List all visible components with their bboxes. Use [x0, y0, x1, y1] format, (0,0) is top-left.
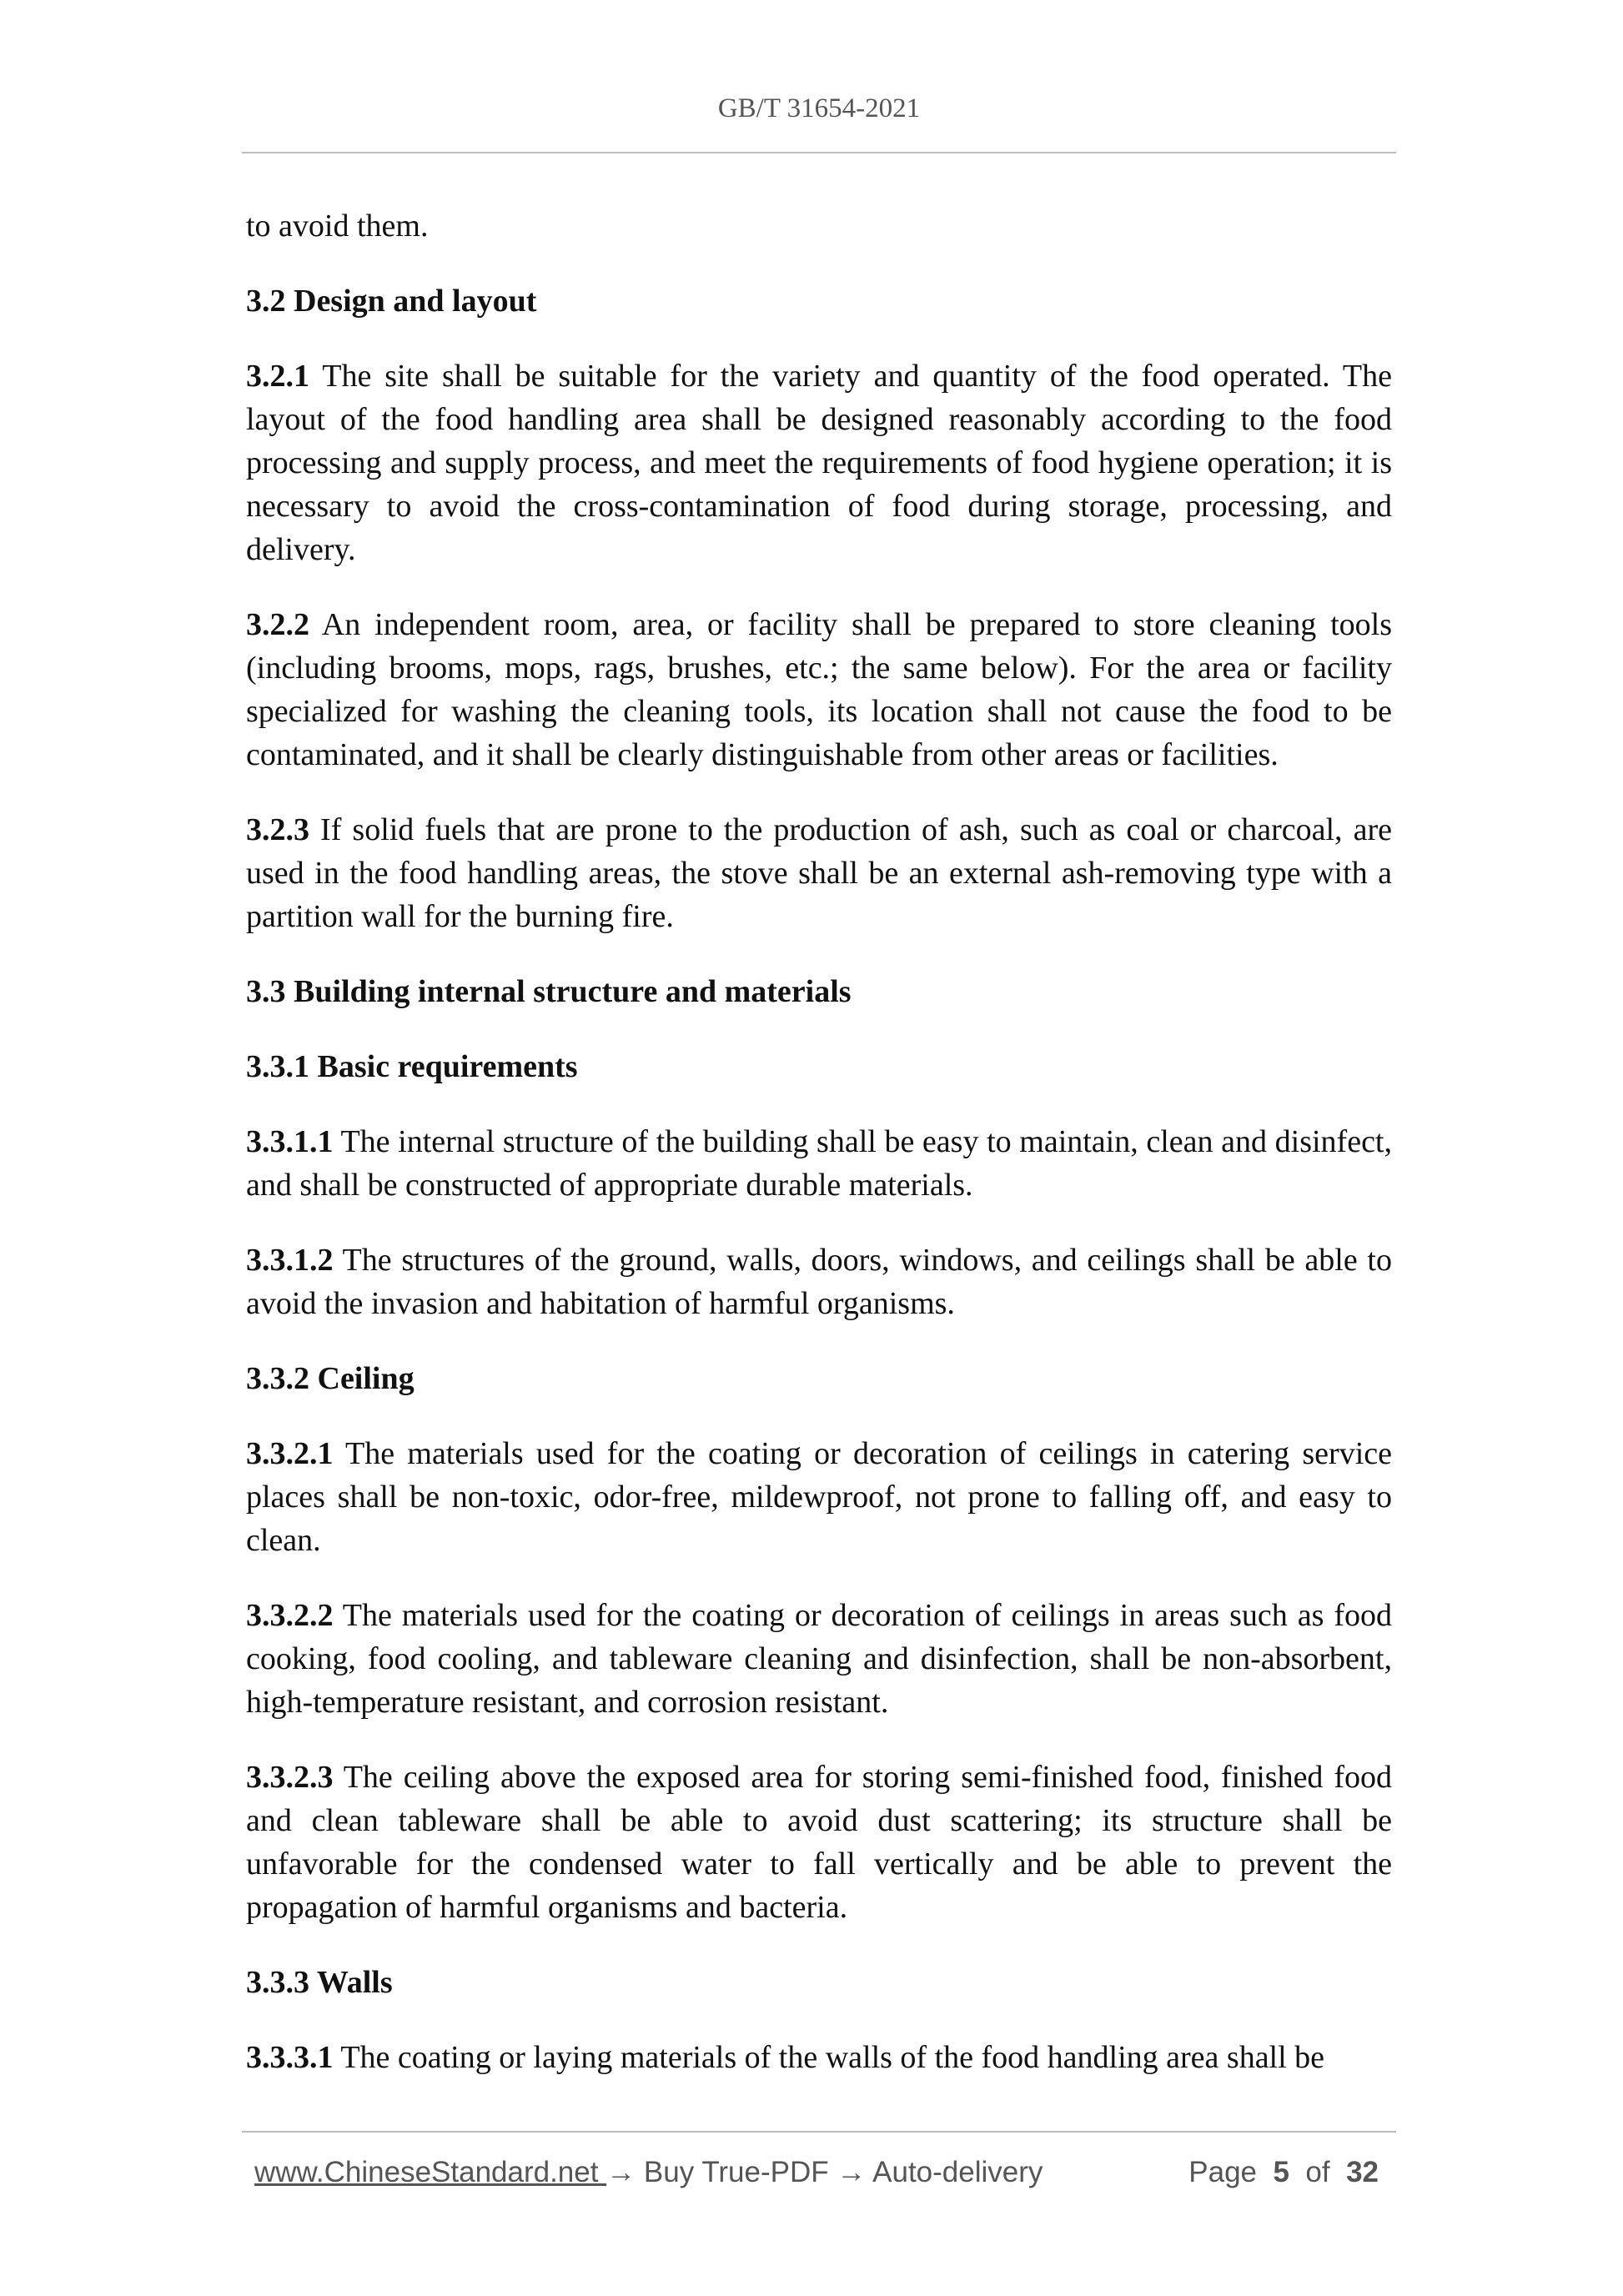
clause-number: 3.2.1	[246, 359, 309, 394]
clause-3-3-2-1	[246, 1432, 1392, 1562]
page-header	[242, 93, 1396, 124]
clause-3-2-2	[246, 603, 1392, 776]
arrow-right-icon: →	[837, 2156, 867, 2188]
footer-promo	[254, 2156, 1043, 2189]
footer-divider	[242, 2131, 1396, 2133]
header-divider	[242, 152, 1396, 153]
clause-number: 3.3.2.3	[246, 1760, 334, 1795]
clause-3-3-3-1	[246, 2036, 1392, 2079]
clause-text: The internal structure of the building shall be easy to maintain, clean and disinfect, and shall be constructed of appropriate durable materials.	[246, 1124, 1392, 1203]
clause-text: An independent room, area, or facility shall be prepared to store cleaning tools (including brooms, mops, rags, brushes, etc.; the same below). For the area or facility specialized for washing the cleaning tools, its location shall not cause the food to be contaminated, and it shall be clearly distinguishable from other areas or facilities.	[246, 607, 1392, 772]
clause-3-3-2-3	[246, 1756, 1392, 1929]
page-number	[1188, 2156, 1379, 2189]
clause-text: The materials used for the coating or decoration of ceilings in areas such as food cooking, food cooling, and tableware cleaning and disinfection, shall be non-absorbent, high-temperature resistant, and corrosion resistant.	[246, 1598, 1392, 1720]
clause-3-3-1-1	[246, 1120, 1392, 1207]
arrow-right-icon: →	[606, 2156, 636, 2188]
clause-number: 3.3.1.1	[246, 1124, 334, 1159]
section-heading-3-3-1: 3.3.1 Basic requirements	[246, 1049, 578, 1084]
clause-number: 3.3.2.1	[246, 1436, 334, 1471]
clause-text: The ceiling above the exposed area for storing semi-finished food, finished food and clean tableware shall be able to avoid dust scattering; its structure shall be unfavorable for the condensed water to fall vertically and be able to prevent the propagation of harmful organisms and bacteria.	[246, 1760, 1392, 1925]
clause-text: The structures of the ground, walls, doors, windows, and ceilings shall be able to avoid the invasion and habitation of harmful organisms.	[246, 1243, 1392, 1321]
clause-text: The coating or laying materials of the walls of the food handling area shall be	[333, 2040, 1325, 2075]
page-body	[246, 204, 1392, 2111]
clause-3-3-1-2	[246, 1238, 1392, 1325]
website-link[interactable]: www.ChineseStandard.net	[254, 2156, 607, 2188]
section-heading-3-3-3: 3.3.3 Walls	[246, 1965, 393, 2000]
paragraph-continuation: to avoid them.	[246, 208, 429, 244]
clause-text: The site shall be suitable for the variety and quantity of the food operated. The layout of the food handling area shall be designed reasonably according to the food processing and supply process, and meet the requirements of food hygiene operation; it is necessary to avoid the cross-contamination of food during storage, processing, and delivery.	[246, 359, 1392, 567]
section-heading-3-2: 3.2 Design and layout	[246, 284, 537, 319]
clause-number: 3.3.3.1	[246, 2040, 334, 2075]
clause-number: 3.3.2.2	[246, 1598, 334, 1633]
page-total: 32	[1346, 2156, 1379, 2188]
delivery-text: Auto-delivery	[866, 2156, 1043, 2188]
doc-id: GB/T 31654-2021	[717, 93, 921, 123]
section-heading-3-3: 3.3 Building internal structure and materials	[246, 974, 852, 1009]
clause-number: 3.2.2	[246, 607, 309, 642]
clause-3-2-3	[246, 808, 1392, 938]
clause-text: The materials used for the coating or decoration of ceilings in catering service places shall be non-toxic, odor-free, mildewproof, not prone to falling off, and easy to clean.	[246, 1436, 1392, 1558]
clause-3-3-2-2	[246, 1594, 1392, 1724]
clause-3-2-1	[246, 354, 1392, 571]
clause-number: 3.2.3	[246, 812, 309, 847]
page-current: 5	[1273, 2156, 1289, 2188]
section-heading-3-3-2: 3.3.2 Ceiling	[246, 1361, 415, 1396]
clause-number: 3.3.1.2	[246, 1243, 334, 1278]
buy-text: Buy True-PDF	[636, 2156, 837, 2188]
page-label: Page	[1188, 2156, 1258, 2188]
page-of: of	[1305, 2156, 1330, 2188]
clause-text: If solid fuels that are prone to the production of ash, such as coal or charcoal, are used in the food handling areas, the stove shall be an external ash-removing type with a partition wall for the burning fire.	[246, 812, 1392, 934]
